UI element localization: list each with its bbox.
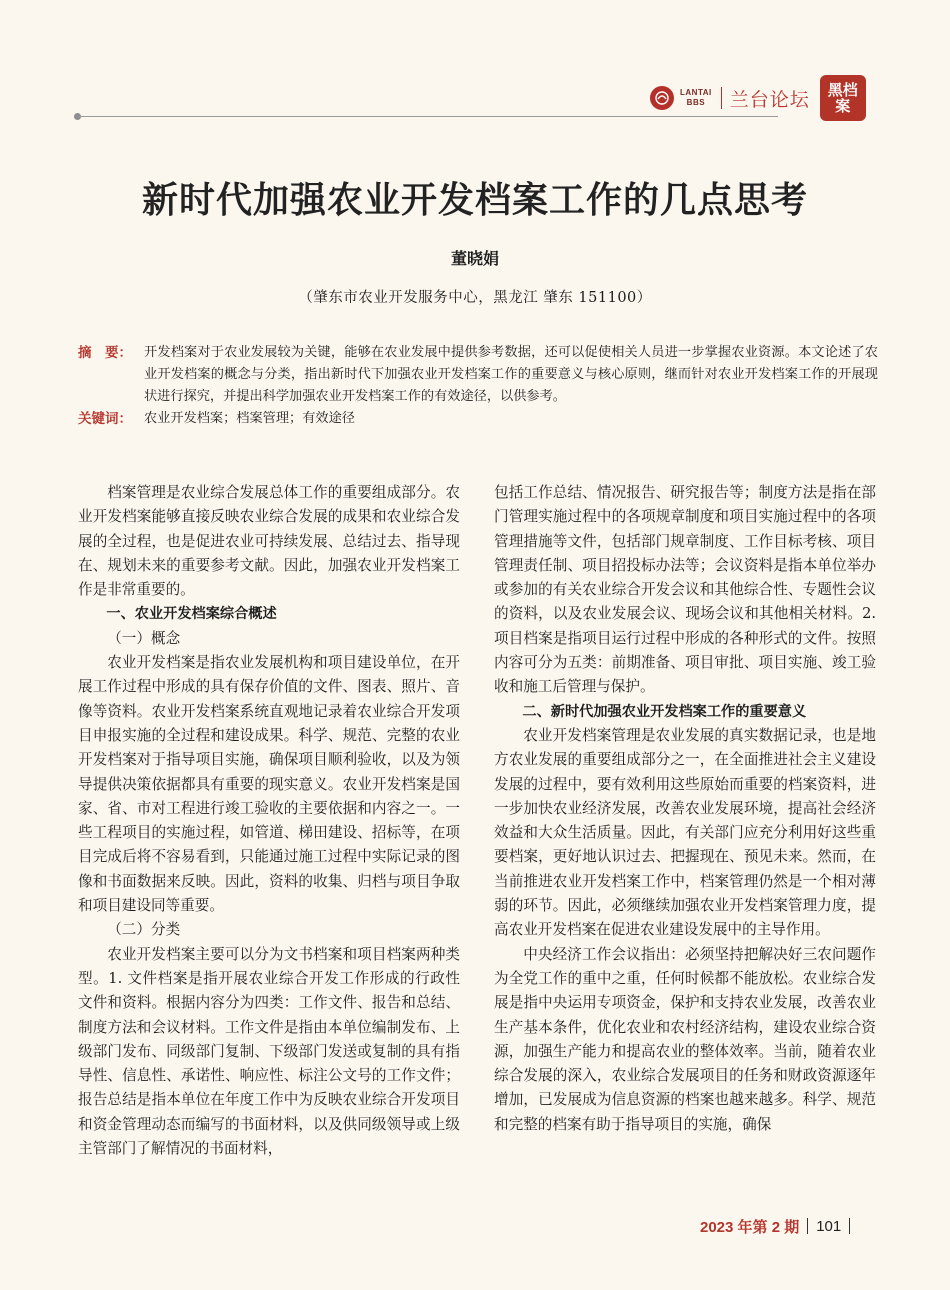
paragraph-classification: 农业开发档案主要可以分为文书档案和项目档案两种类型。1. 文件档案是指开展农业综合开发工作形成的行政性文件和资料。根据内容分为四类：工作文件、报告和总结、制度方法和会议材料。工作文件是指由本单位编制发布、上级部门发布、同级部门复制、下级部门发送或复制的具有指导性、信息性、承诺性、响应性、标注公文号的工作文件；报告总结是指本单位在年度工作中为反映农业综合开发项目和资金管理动态而编写的书面材料，以及供同级领导或上级主管部门了解情况的书面材料， <box>78 945 460 1158</box>
section-heading-1: 一、农业开发档案综合概述 <box>106 606 277 623</box>
paragraph-central-conference: 中央经济工作会议指出：必须坚持把解决好三农问题作为全党工作的重中之重，任何时候都不能放松。农业综合发展是指中央运用专项资金，保护和支持农业发展，改善农业生产基本条件，优化农业和农村经济结构，建设农业综合资源，加强生产能力和提高农业的整体效率。当前，随着农业综合发展的深入，农业综合发展项目的任务和财政资源逐年增加，已发展成为信息资源的档案也越来越多。科学、规范和完整的档案有助于指导项目的实施，确保 <box>494 945 876 1133</box>
abstract-row <box>78 342 878 408</box>
abstract-block <box>78 342 878 430</box>
paragraph-significance: 农业开发档案管理是农业发展的真实数据记录，也是地方农业发展的重要组成部分之一，在全面推进社会主义建设发展的过程中，要有效利用这些原始而重要的档案资料，进一步加快农业经济发展，改善农业发展环境，提高社会经济效益和大众生活质量。因此，有关部门应充分利用好这些重要档案，更好地认识过去、把握现在、预见未来。然而，在当前推进农业开发档案工作中，档案管理仍然是一个相对薄弱的环节。因此，必须继续加强农业开发档案管理力度，提高农业开发档案在促进农业建设发展中的主导作用。 <box>494 726 876 939</box>
keywords-label: 关键词： <box>78 411 132 427</box>
subsection-heading-classification: （二）分类 <box>107 921 181 939</box>
seal-text: 黑档案 <box>827 81 858 115</box>
lantai-logo-icon <box>650 86 674 110</box>
page-footer <box>700 1216 858 1236</box>
brand-en-line2: BBS <box>686 98 706 107</box>
page-number: 101 <box>816 1217 842 1235</box>
brand-english <box>680 88 712 108</box>
section-heading-2: 二、新时代加强农业开发档案工作的重要意义 <box>522 703 807 720</box>
footer-separator-end <box>849 1218 850 1234</box>
journal-brand <box>650 78 866 118</box>
abstract-text: 开发档案对于农业发展较为关键，能够在农业发展中提供参考数据，还可以促使相关人员进一步掌握农业资源。本文论述了农业开发档案的概念与分类，指出新时代下加强农业开发档案工作的重要意义与核心原则，继而针对农业开发档案工作的开展现状进行探究，并提出科学加强农业开发档案工作的有效途径，以供参考。 <box>144 345 878 404</box>
keywords-row <box>78 408 878 430</box>
heilongjiang-archives-seal-icon <box>820 75 866 121</box>
body-column-left <box>78 481 460 1161</box>
article-author: 董晓娟 <box>450 249 499 268</box>
footer-separator <box>807 1218 808 1234</box>
paragraph-classification-continued: 包括工作总结、情况报告、研究报告等；制度方法是指在部门管理实施过程中的各项规章制度和项目实施过程中的各项管理措施等文件，包括部门规章制度、工作目标考核、项目管理责任制、项目招投标办法等；会议资料是指本单位举办或参加的有关农业综合开发会议和其他综合性、专题性会议的资料，以及农业发展会议、现场会议和其他相关材料。2. 项目档案是指项目运行过程中形成的各种形式的文件。按照内容可分为五类：前期准备、项目审批、项目实施、竣工验收和施工后管理与保护。 <box>494 484 876 696</box>
issue-label: 2023 年第 2 期 <box>700 1218 800 1236</box>
paragraph-concept: 农业开发档案是指农业发展机构和项目建设单位，在开展工作过程中形成的具有保存价值的文件、图表、照片、音像等资料。农业开发档案系统直观地记录着农业综合开发项目申报实施的全过程和建设成果。科学、规范、完整的农业开发档案对于指导项目实施，确保项目顺利验收，以及为领导提供决策依据都具有重要的现实意义。农业开发档案是国家、省、市对工程进行竣工验收的主要依据和内容之一。一些工程项目的实施过程，如管道、梯田建设、招标等，在项目完成后将不容易看到，只能通过施工过程中实际记录的图像和书面数据来反映。因此，资料的收集、归档与项目争取和项目建设同等重要。 <box>78 654 460 915</box>
subsection-heading-concept: （一）概念 <box>107 629 181 647</box>
paragraph-intro: 档案管理是农业综合发展总体工作的重要组成部分。农业开发档案能够直接反映农业综合发展的成果和农业综合发展的全过程，也是促进农业可持续发展、总结过去、指导现在、规划未来的重要参考文献。因此，加强农业开发档案工作是非常重要的。 <box>78 484 460 599</box>
brand-en-line1: LANTAI <box>680 88 712 97</box>
brand-separator <box>721 87 722 109</box>
article-title: 新时代加强农业开发档案工作的几点思考 <box>141 180 808 221</box>
body-column-right <box>494 481 876 1137</box>
keywords-text: 农业开发档案；档案管理；有效途径 <box>144 411 355 426</box>
brand-chinese-name: 兰台论坛 <box>729 88 810 111</box>
abstract-label: 摘 要： <box>78 345 132 361</box>
author-affiliation: （肇东市农业开发服务中心，黑龙江 肇东 151100） <box>298 290 652 306</box>
